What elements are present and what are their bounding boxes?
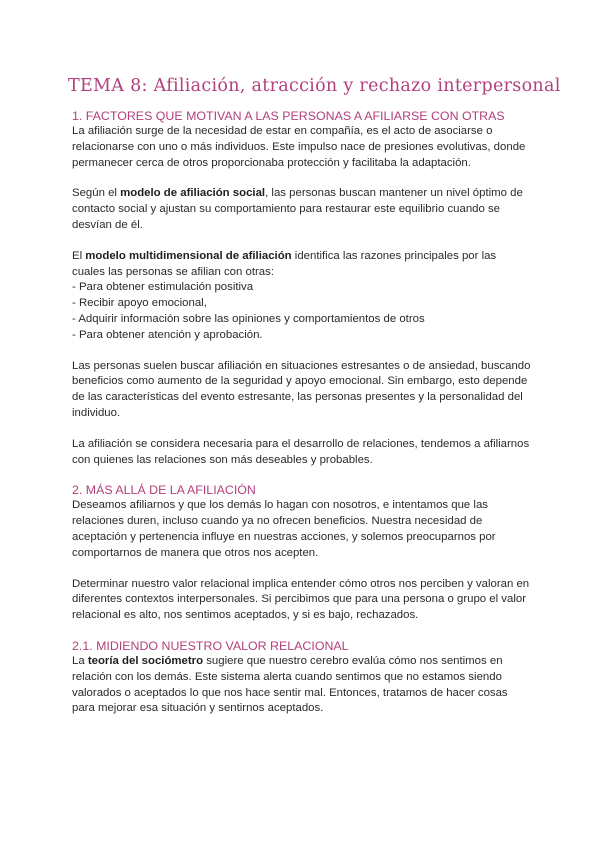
bold-term: modelo multidimensional de afiliación: [85, 249, 292, 262]
paragraph: Deseamos afiliarnos y que los demás lo hagan con nosotros, e intentamos que las relaciones duren, incluso cuando ya no ofrecen beneficios. Nuestra necesidad de aceptación y pertenencia influye en nuestras acciones, y solemos preocuparnos por comportarnos de manera que otros nos acepten.: [72, 499, 496, 559]
paragraph: La afiliación se considera necesaria para el desarrollo de relaciones, tendemos a afiliarnos con quienes las relaciones son más deseables y probables.: [72, 437, 530, 466]
paragraph: La teoría del sociómetro sugiere que nuestro cerebro evalúa cómo nos sentimos en relación con los demás. Este sistema alerta cuando sentimos que no estamos siendo valorados o aceptados lo que nos hace sentir mal. Entonces, tratamos de hacer cosas para mejorar esa situación y sentirnos aceptados.: [72, 654, 508, 715]
section-heading-2: 2. MÁS ALLÁ DE LA AFILIACIÓN: [72, 483, 256, 498]
bold-term: modelo de afiliación social: [120, 187, 266, 200]
list-item: - Para obtener estimulación positiva: [72, 281, 254, 294]
document-page: [68, 74, 561, 717]
list-item: - Adquirir información sobre las opiniones y comportamientos de otros: [72, 312, 425, 325]
page-title: TEMA 8: Afiliación, atracción y rechazo interpersonal: [68, 76, 561, 96]
paragraph: Según el modelo de afiliación social, las personas buscan mantener un nivel óptimo de contacto social y ajustan su comportamiento para restaurar este equilibrio cuando se desvían de él.: [72, 187, 523, 231]
section-heading-2-1: 2.1. MIDIENDO NUESTRO VALOR RELACIONAL: [72, 638, 349, 653]
section-heading-1: 1. FACTORES QUE MOTIVAN A LAS PERSONAS A AFILIARSE CON OTRAS: [72, 109, 505, 123]
paragraph: El modelo multidimensional de afiliación identifica las razones principales por las cuales las personas se afilian con otras:: [72, 249, 497, 278]
list-item: - Para obtener atención y aprobación.: [72, 328, 263, 341]
paragraph: La afiliación surge de la necesidad de estar en compañía, es el acto de asociarse o relacionarse con uno o más individuos. Este impulso nace de presiones evolutivas, donde permanecer cerca de otros proporcionaba protección y facilitaba la adaptación.: [72, 125, 526, 169]
bold-term: teoría del sociómetro: [87, 654, 204, 667]
list-item: - Recibir apoyo emocional,: [72, 297, 207, 310]
paragraph: Las personas suelen buscar afiliación en situaciones estresantes o de ansiedad, buscando beneficios como aumento de la seguridad y apoyo emocional. Sin embargo, esto depende de las características del evento estresante, las personas presentes y la personalidad del individuo.: [72, 359, 531, 419]
paragraph: Determinar nuestro valor relacional implica entender cómo otros nos perciben y valoran en diferentes contextos interpersonales. Si percibimos que para una persona o grupo el valor relacional es alto, nos sentimos aceptados, y si es bajo, rechazados.: [72, 577, 530, 622]
